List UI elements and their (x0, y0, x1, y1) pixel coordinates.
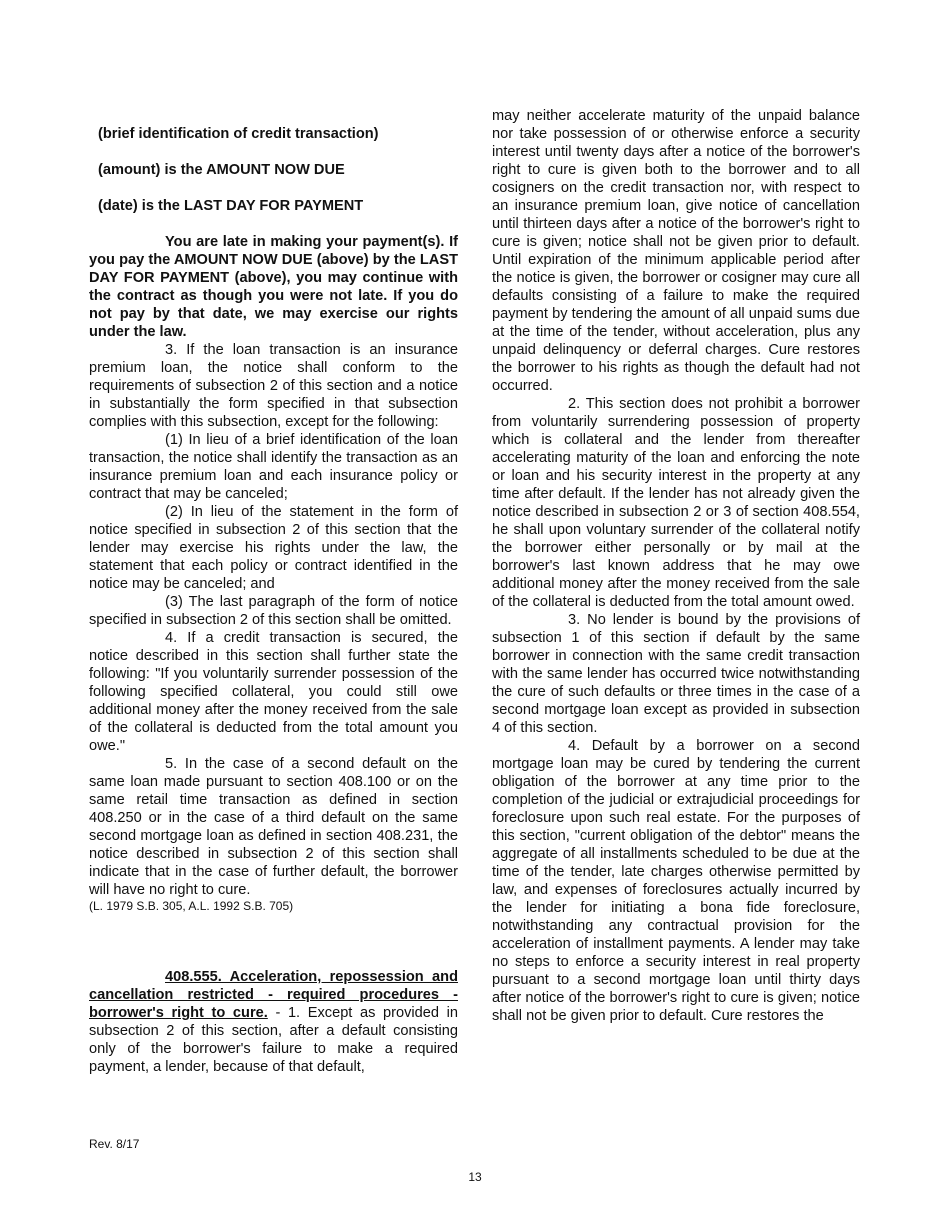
right-column (492, 107, 860, 1025)
section-408-555 (89, 968, 458, 1076)
form-line-date: (date) is the LAST DAY FOR PAYMENT (98, 198, 364, 214)
subsection-3: 3. No lender is bound by the provisions of subsection 1 of this section if default by the same borrower in connection with the same credit transaction with the same lender has occurred twice notwithstanding the cure of such defaults or three times in the case of a second mortgage loan except as provided in subsection 4 of this section. (492, 612, 860, 736)
subsection-3-item-3: (3) The last paragraph of the form of notice specified in subsection 2 of this section shall be omitted. (89, 594, 458, 628)
subsection-3-item-1: (1) In lieu of a brief identification of the loan transaction, the notice shall identify the transaction as an insurance premium loan and each insurance policy or contract that may be canceled; (89, 432, 458, 502)
legislative-citation: (L. 1979 S.B. 305, A.L. 1992 S.B. 705) (89, 899, 294, 913)
subsection-3-item-2: (2) In lieu of the statement in the form of notice specified in subsection 2 of this section that the lender may exercise his rights under the law, the statement that each policy or contract identified in the notice may be canceled; and (89, 504, 458, 592)
page-number: 13 (468, 1170, 482, 1184)
section-intro: - 1. Except as provided in subsection 2 of this section, after a default consisting only of the borrower's failure to make a required payment, a lender, because of that default, (89, 1005, 459, 1075)
left-column (89, 107, 458, 1076)
revision-label: Rev. 8/17 (89, 1137, 140, 1151)
form-line-amount: (amount) is the AMOUNT NOW DUE (98, 162, 345, 178)
section-title: 408.555. Acceleration, repossession and cancellation restricted - required procedures - borrower's right to cure. (89, 969, 458, 1021)
section-spacer (89, 914, 458, 968)
subsection-5: 5. In the case of a second default on the same loan made pursuant to section 408.100 or on the same retail time transaction as defined in section 408.250 or in the case of a third default on the same second mortgage loan as defined in section 408.231, the notice described in subsection 2 of this section shall indicate that in the case of further default, the borrower will have no right to cure. (89, 756, 458, 898)
notice-paragraph: You are late in making your payment(s). If you pay the AMOUNT NOW DUE (above) by the LAST DAY FOR PAYMENT (above), you may continue with the contract as though you were not late. If you do not pay by that date, we may exercise our rights under the law. (89, 234, 458, 340)
subsection-4: 4. Default by a borrower on a second mortgage loan may be cured by tendering the current obligation of the borrower at any time prior to the completion of the judicial or extrajudicial proceedings for foreclosure upon such real estate. For the purposes of this section, "current obligation of the debtor" means the aggregate of all installments scheduled to be due at the time of the tender, late charges otherwise permitted by law, and expenses of foreclosures actually incurred by the lender for initiating a bona fide foreclosure, notwithstanding any contractual provision for the acceleration of installment payments. A lender may take no steps to enforce a security interest in real property pursuant to a second mortgage loan until thirty days after notice of the borrower's right to cure is given; notice shall not be given prior to default. Cure restores the (492, 738, 860, 1024)
subsection-4: 4. If a credit transaction is secured, the notice described in this section shall further state the following: "If you voluntarily surrender possession of the following specified collateral, you could still owe additional money after the money received from the sale of the collateral is deducted from the total amount you owe." (89, 630, 458, 754)
subsection-2: 2. This section does not prohibit a borrower from voluntarily surrendering possession of property which is collateral and the lender from thereafter accelerating maturity of the loan and enforcing the note or loan and his security interest in the property at any time after default. If the lender has not already given the notice described in subsection 2 or 3 of section 408.554, he shall upon voluntary surrender of the collateral notify the borrower either personally or by mail at the borrower's last known address that he may owe additional money after the money received from the sale of the collateral is deducted from the total amount owed. (492, 396, 860, 610)
form-line-transaction: (brief identification of credit transaction) (98, 126, 379, 142)
subsection-1-continued: may neither accelerate maturity of the unpaid balance nor take possession of or otherwise enforce a security interest until twenty days after a notice of the borrower's right to cure is given both to the borrower and to all cosigners on the credit transaction nor, with respect to an insurance premium loan, give notice of cancellation until thirteen days after a notice of the borrower's right to cure is given; notice shall not be given prior to default. Until expiration of the minimum applicable period after the notice is given, the borrower or cosigner may cure all defaults consisting of a failure to make the required payment by tendering the amount of all unpaid sums due at the time of the tender, without acceleration, plus any unpaid delinquency or deferral charges. Cure restores the borrower to his rights as though the default had not occurred. (492, 108, 860, 394)
subsection-3: 3. If the loan transaction is an insurance premium loan, the notice shall conform to the requirements of subsection 2 of this section and a notice in substantially the form specified in that subsection complies with this subsection, except for the following: (89, 342, 458, 430)
